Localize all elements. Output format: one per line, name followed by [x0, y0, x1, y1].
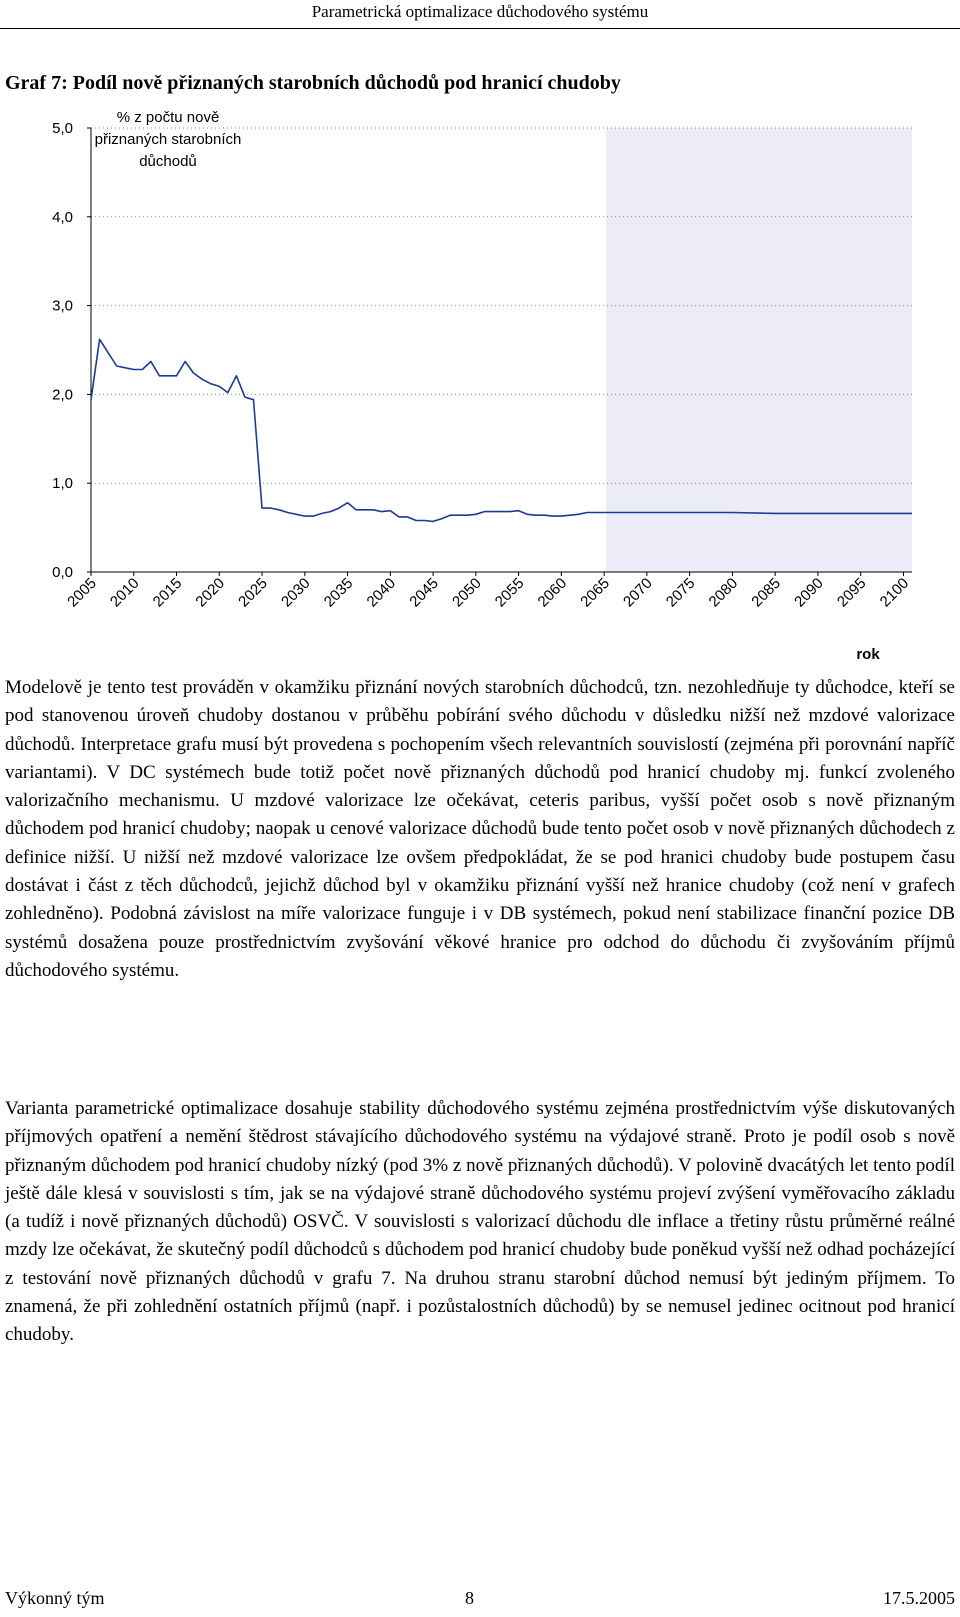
x-tick-label: 2080 [705, 574, 742, 611]
y-tick-label: 5,0 [52, 120, 73, 137]
y-axis-title: přiznaných starobních [94, 131, 242, 148]
x-tick-label: 2040 [363, 574, 400, 611]
y-tick-label: 2,0 [52, 386, 73, 404]
footer-author: Výkonný tým [5, 1588, 105, 1608]
x-tick-label: 2095 [833, 574, 870, 611]
x-tick-label: 2030 [278, 574, 314, 611]
x-tick-label: 2035 [320, 574, 357, 611]
x-tick-label: 2085 [748, 574, 784, 611]
x-tick-label: 2010 [106, 574, 143, 611]
footer-date: 17.5.2005 [883, 1588, 955, 1608]
x-tick-label: 2065 [577, 574, 613, 611]
x-tick-label: 2100 [876, 574, 913, 611]
figure-caption: Graf 7: Podíl nově přiznaných starobních důchodů pod hranicí chudoby [5, 72, 621, 94]
x-tick-label: 2015 [149, 574, 186, 611]
x-tick-label: 2090 [791, 574, 827, 611]
y-tick-label: 1,0 [52, 475, 73, 493]
x-tick-label: 2005 [64, 574, 100, 611]
x-tick-label: 2025 [235, 574, 271, 611]
x-tick-label: 2060 [534, 574, 571, 611]
y-tick-label: 0,0 [52, 564, 73, 581]
body-paragraph-2: Varianta parametrické optimalizace dosahuje stability důchodového systému zejména prostřednictvím výše diskutovaných příjmových opatření a nemění štědrost stávajícího důchodového systému na výdajové straně. Proto je podíl osob s nově přiznaným důchodem pod hranicí chudoby nízký (pod 3% z nově přiznaných důchodů). V polovině dvacátých let tento podíl ještě dále klesá v souvislosti s tím, jak se na výdajové straně důchodového systému projeví zvýšení vyměřovacího základu (a tudíž i nově přiznaných důchodů) OSVČ. V souvislosti s valorizací důchodu dle inflace a třetiny růstu průměrné reálné mzdy lze očekávat, že skutečný podíl důchodců s důchodem pod hranicí chudoby bude poněkud vyšší než odhad pocházející z testování nově přiznaných důchodů v grafu 7. Na druhou stranu starobní důchod nemusí být jediným příjmem. To znamená, že při zohlednění ostatních příjmů (např. i pozůstalostních důchodů) by se nemusel jedinec ocitnout pod hranicí chudoby. [5, 1098, 955, 1346]
x-tick-label: 2020 [192, 574, 229, 611]
y-axis-title: % z počtu nově [116, 109, 220, 126]
y-axis-title: důchodů [139, 153, 197, 170]
y-tick-label: 4,0 [52, 208, 73, 226]
body-paragraph-1: Modelově je tento test prováděn v okamžiku přiznání nových starobních důchodců, tzn. nezohledňuje ty důchodce, kteří se pod stanovenou úroveň chudoby dostanou v průběhu pobírání svého důchodu v důsledku nižší než mzdové valorizace důchodů. Interpretace grafu musí být provedena s pochopením všech relevantních souvislostí (zejména při porovnání napříč variantami). V DC systémech bude totiž počet nově přiznaných důchodů pod hranicí chudoby mj. funkcí zvoleného valorizačního mechanismu. U mzdové valorizace lze očekávat, ceteris paribus, vyšší počet osob s nově přiznaným důchodem pod hranicí chudoby; naopak u cenové valorizace důchodů bude tento počet osob v nově přiznaných důchodech z definice nižší. U nižší než mzdové valorizace lze ovšem předpokládat, že se pod hranici chudoby bude postupem času dostávat i část z těch důchodců, jejichž důchod byl v okamžiku přiznání vyšší než hranice chudoby (což není v grafech zohledněno). Podobná závislost na míře valorizace funguje i v DB systémech, pokud není stabilizace finanční pozice DB systémů dosažena pouze prostřednictvím zvyšování věkové hranice pro odchod do důchodu či zvyšováním příjmů důchodového systému. [5, 677, 955, 981]
x-axis-title: rok [856, 646, 880, 663]
running-header: Parametrická optimalizace důchodového systému [311, 2, 649, 21]
x-tick-label: 2055 [491, 574, 528, 611]
x-tick-label: 2050 [449, 574, 485, 611]
header-divider [0, 28, 960, 29]
line-chart [0, 105, 960, 665]
x-tick-label: 2045 [406, 574, 442, 611]
y-tick-label: 3,0 [52, 297, 73, 315]
x-tick-label: 2070 [620, 574, 656, 611]
x-tick-label: 2075 [662, 574, 699, 611]
footer-page-number: 8 [465, 1588, 474, 1608]
shaded-region [606, 128, 912, 572]
